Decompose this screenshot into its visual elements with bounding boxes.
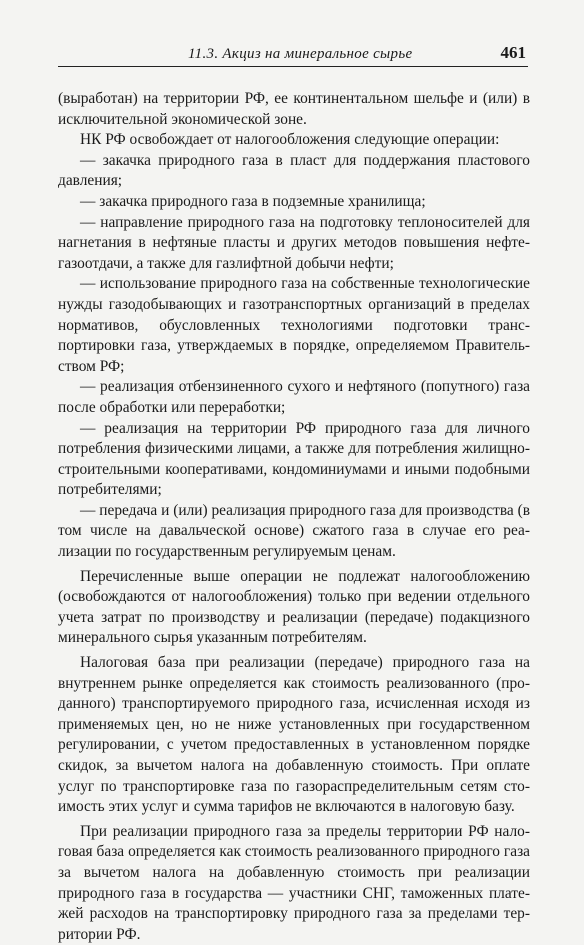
paragraph: При реализации природного газа за пределы территории РФ налоговая база определяется как стоимость реализованного природного газа за вычетом налога на добавленную стоимость при реализации природного газа в государства — участники СНГ, таможенных платежей расходов на транспортировку природного газа за пределами территории РФ. [58, 822, 530, 943]
page-header [58, 40, 528, 67]
list-item: — реализация на территории РФ природного газа для личного потребления физическими лицами, а также для потребления жилищно-строительными кооперативами, кондоминиумами и иными подобными потребителями; [58, 419, 530, 499]
paragraph: Налоговая база при реализации (передаче) природного газа на внутреннем рынке определяется как стоимость реализованного (проданного) транспортируемого природного газа, исчисленная исходя из применяемых цен, но не ниже установленных при государственном регулировании, с учетом предоставленных в установленном порядке скидок, за вычетом налога на добавленную стоимость. При оплате услуг по транспортировке газа по газораспределительным сетям стоимость этих услуг и сумма тарифов не включаются в налоговую базу. [58, 654, 530, 816]
list-item: — закачка природного газа в подземные хранилища; [80, 192, 426, 210]
paragraph: НК РФ освобождает от налогообложения следующие операции: [80, 131, 500, 149]
paragraph: (выработан) на территории РФ, ее континентальном шельфе и (или) в исключительной экономической зоне. [58, 90, 530, 128]
list-item: — реализация отбензиненного сухого и нефтяного (попутного) газа после обработки или переработки; [58, 378, 530, 416]
list-item: — закачка природного газа в пласт для поддержания пластового давления; [58, 151, 530, 190]
list-item: — передача и (или) реализация природного газа для производства (в том числе на давальческой основе) сжатого газа в случае его реализации по государственным регулируемым ценам. [58, 501, 530, 561]
running-title: 11.3. Акциз на минеральное сырье [188, 46, 413, 62]
paragraph: Перечисленные выше операции не подлежат налогообложению (освобождаются от налогообложения) только при ведении отдельного учета затрат по производству и реализации (передаче) подакцизного минерального сырья указанным потребителям. [58, 567, 530, 647]
list-item: — использование природного газа на собственные технологические нужды газодобывающих и газотранспортных организаций в пределах нормативов, обусловленных технологиями подготовки транспортировки газа, утверждаемых в порядке, определяемом Правительством РФ; [58, 275, 530, 375]
list-item: — направление природного газа на подготовку теплоносителей для нагнетания в нефтяные пласты и других методов повышения нефтегазоотдачи, а также для газлифтной добычи нефти; [58, 213, 530, 272]
page-number: 461 [500, 43, 526, 62]
page-body [58, 89, 530, 945]
